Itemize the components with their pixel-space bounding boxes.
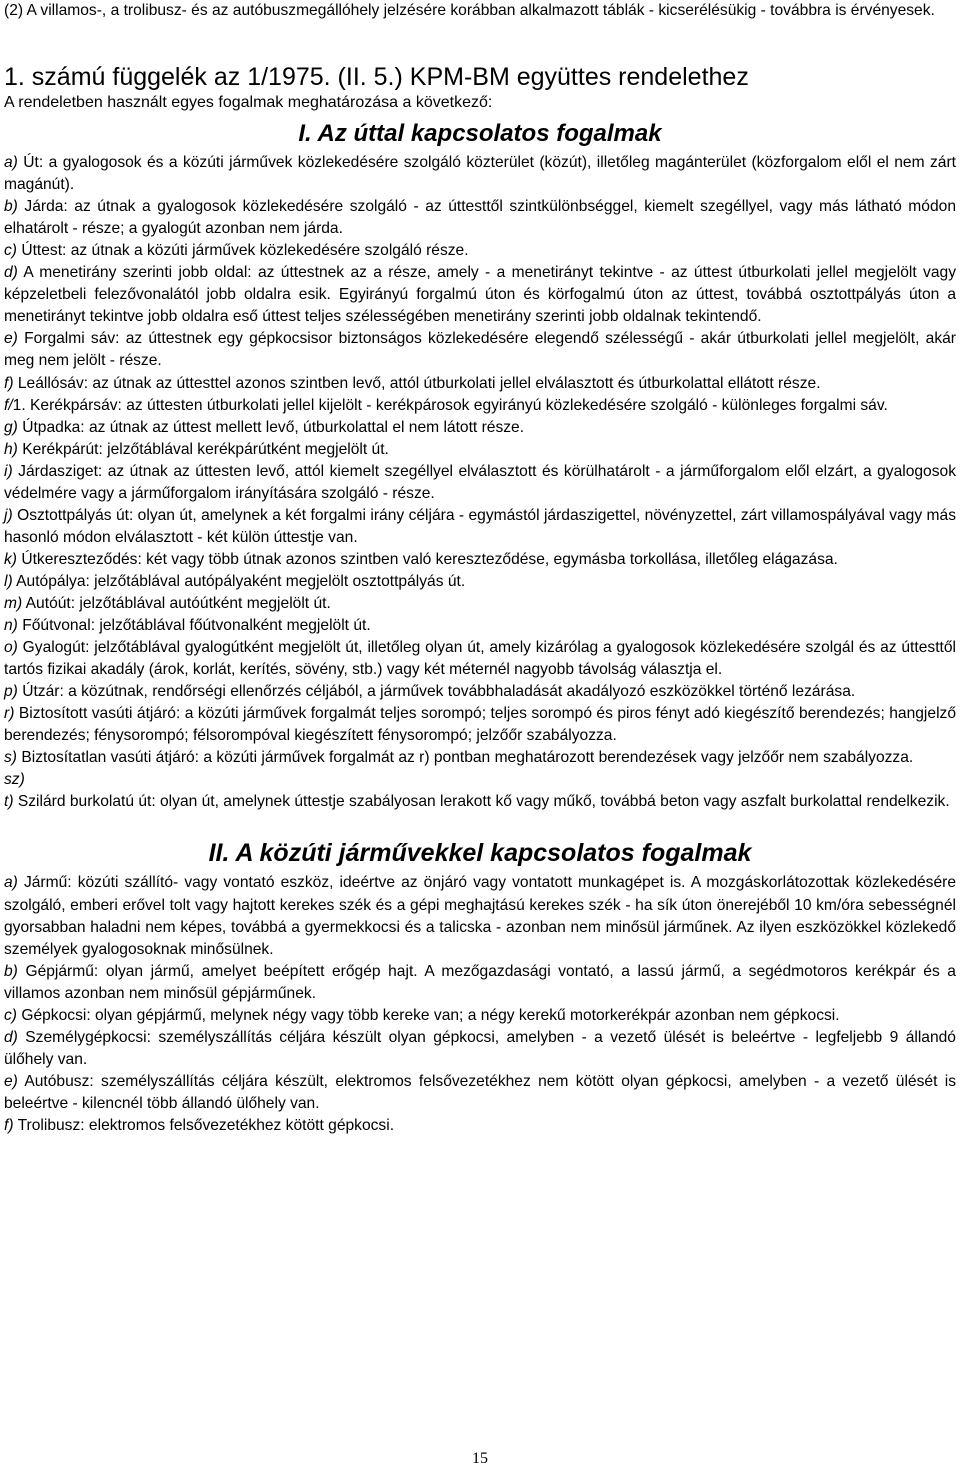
item-text: Személygépkocsi: személyszállítás céljára készült olyan gépkocsi, amelyben - a vezető ülését is beleértve - legfeljebb 9 állandó ülőhely van. — [4, 1028, 956, 1068]
item-text: Biztosítatlan vasúti átjáró: a közúti járművek forgalmát az r) pontban meghatározott berendezések vagy jelzőőr nem szabályozza. — [17, 749, 914, 767]
page-number: 15 — [472, 1450, 488, 1467]
item-label: c) — [4, 1006, 17, 1024]
item-label: t) — [4, 793, 14, 811]
definition-item — [4, 681, 956, 703]
appendix-title: 1. számú függelék az 1/1975. (II. 5.) KPM-BM együttes rendelethez — [4, 63, 749, 92]
item-label: h) — [4, 440, 18, 458]
item-text: Autóút: jelzőtáblával autóútként megjelölt út. — [22, 594, 331, 612]
item-text: Járdasziget: az útnak az úttesten levő, attól kiemelt szegéllyel elválasztott és körülhatárolt - a járműforgalom elől elzárt, a gyalogosok védelmére vagy a járműforgalom irányítására szolgáló - része. — [4, 462, 956, 502]
definition-item — [4, 747, 956, 769]
item-text: A menetirány szerinti jobb oldal: az úttestnek az a része, amely - a menetirányt tekintve - az úttest útburkolati jellel megjelölt vagy képzeletbeli felezővonalától jobb oldalra esik. Egyirányú forgalmú úton és körfogalmú úton az úttest, továbbá osztottpályás úton a menetirányt tekintve jobb oldalra eső úttest teljes szélességében menetirány szerinti jobb oldalnak tekintendő. — [4, 264, 956, 326]
definition-item — [4, 791, 956, 813]
item-label: e) — [4, 330, 18, 348]
item-label: p) — [4, 683, 18, 701]
item-text: Jármű: közúti szállító- vagy vontató eszköz, ideértve az önjáró vagy vontatott munkagépet is. A mozgáskorlátozottak közlekedésére szolgáló, emberi erővel tolt vagy hajtott kerekes szék és a gépi meghajtású kerekes szék - ha sík úton önerejéből 10 km/óra sebességnél gyorsabban haladni nem képes, továbbá a gyermekkocsi és a talicska - azonban nem minősül járműnek. Az ilyen eszközökkel közlekedő személyek gyalogosoknak minősülnek. — [4, 874, 956, 958]
item-text: 1. Kerékpársáv: az úttesten útburkolati jellel kijelölt - kerékpárosok egyirányú közlekedésére szolgáló - különleges forgalmi sáv. — [12, 396, 888, 414]
section-1-heading: I. Az úttal kapcsolatos fogalmak — [298, 120, 662, 148]
intro-paragraph: (2) A villamos-, a trolibusz- és az autóbuszmegállóhely jelzésére korábban alkalmazott táblák - kicserélésükig - továbbra is érvényesek. — [4, 2, 935, 19]
item-label: d) — [4, 264, 18, 282]
definition-item — [4, 262, 956, 328]
item-label: d) — [4, 1028, 18, 1046]
item-label: i) — [4, 462, 13, 480]
item-text: Útzár: a közútnak, rendőrségi ellenőrzés céljából, a járművek továbbhaladását akadályozó eszközökkel történő lezárása. — [17, 683, 856, 701]
item-text: Útkereszteződés: két vagy több útnak azonos szintben való kereszteződése, egymásba torkollása, illetőleg elágazása. — [17, 550, 838, 568]
item-text: Osztottpályás út: olyan út, amelynek a két forgalmi irány céljára - egymástól járdaszigettel, növényzettel, zárt villamospályával vagy más hasonló módon elválasztott - két külön úttestje van. — [4, 506, 956, 546]
item-label: c) — [4, 242, 17, 260]
definition-item — [4, 1115, 956, 1137]
item-label: m) — [4, 594, 23, 612]
definition-item — [4, 505, 956, 549]
definition-item — [4, 439, 956, 461]
item-label: j) — [4, 506, 13, 524]
item-text: Főútvonal: jelzőtáblával főútvonalként megjelölt út. — [17, 617, 371, 635]
item-text: Biztosított vasúti átjáró: a közúti járművek forgalmát teljes sorompó; teljes sorompó és piros fényt adó kiegészítő berendezés; hangjelző berendezés; fénysorompó; félsorompóval kiegészített fénysorompó; jelzőőr szabályozza. — [4, 705, 956, 745]
item-label: g) — [4, 418, 18, 436]
appendix-subtitle: A rendeletben használt egyes fogalmak meghatározása a következő: — [4, 94, 493, 112]
item-text: Gépkocsi: olyan gépjármű, melynek négy vagy több kereke van; a négy kerekű motorkerékpár azonban nem gépkocsi. — [17, 1006, 840, 1024]
definition-item — [4, 1027, 956, 1071]
definition-item — [4, 328, 956, 372]
definition-item — [4, 1005, 956, 1027]
item-label: s) — [4, 749, 17, 767]
item-label: f) — [4, 374, 14, 392]
definition-item — [4, 769, 956, 791]
definition-item — [4, 417, 956, 439]
item-label: k) — [4, 550, 17, 568]
item-label: e) — [4, 1072, 18, 1090]
item-label: a) — [4, 154, 18, 172]
section-2-heading: II. A közúti járművekkel kapcsolatos fogalmak — [208, 839, 752, 868]
item-label: f) — [4, 1116, 14, 1134]
definition-item — [4, 872, 956, 960]
item-text: Trolibusz: elektromos felsővezetékhez kötött gépkocsi. — [13, 1116, 395, 1134]
definition-item — [4, 240, 956, 262]
definition-item — [4, 395, 956, 417]
item-label: b) — [4, 198, 18, 216]
item-label: r) — [4, 705, 15, 723]
definition-item — [4, 373, 956, 395]
definition-item — [4, 196, 956, 240]
section-1-items — [4, 152, 956, 813]
item-text: Forgalmi sáv: az úttestnek egy gépkocsisor biztonságos közlekedésére elegendő szélességű - akár útburkolati jellel megjelölt, akár meg nem jelölt - része. — [4, 330, 956, 370]
definition-item — [4, 461, 956, 505]
item-text: Úttest: az útnak a közúti járművek közlekedésére szolgáló része. — [17, 242, 469, 260]
item-text: Leállósáv: az útnak az úttesttel azonos szintben levő, attól útburkolati jellel elválasztott és útburkolattal ellátott része. — [13, 374, 821, 392]
item-text: Szilárd burkolatú út: olyan út, amelynek úttestje szabályosan lerakott kő vagy műkő, továbbá beton vagy aszfalt burkolattal rendelkezik. — [13, 793, 950, 811]
item-text: Gyalogút: jelzőtáblával gyalogútként megjelölt út, illetőleg olyan út, amely kizárólag a gyalogosok közlekedésére szolgál és az úttesttől tartós fizikai akadály (árok, korlát, kerítés, sövény, stb.) vagy két méternél nagyobb távolság választja el. — [4, 639, 956, 679]
item-label: a) — [4, 874, 18, 892]
item-label: l) — [4, 572, 13, 590]
definition-item — [4, 615, 956, 637]
item-text: Gépjármű: olyan jármű, amelyet beépített erőgép hajt. A mezőgazdasági vontató, a lassú jármű, a segédmotoros kerékpár és a villamos azonban nem minősül gépjárműnek. — [4, 962, 956, 1002]
definition-item — [4, 637, 956, 681]
item-text: Autóbusz: személyszállítás céljára készült, elektromos felsővezetékhez nem kötött olyan gépkocsi, amelyben - a vezető ülését is beleértve - kilencnél több állandó ülőhely van. — [4, 1072, 956, 1112]
item-label: b) — [4, 962, 18, 980]
item-text: Út: a gyalogosok és a közúti járművek közlekedésére szolgáló közterület (közút), illetőleg magánterület (közforgalom elől el nem zárt magánút). — [4, 154, 956, 194]
item-label: f/ — [4, 396, 13, 414]
item-label: sz) — [4, 771, 25, 789]
definition-item — [4, 1071, 956, 1115]
definition-item — [4, 152, 956, 196]
definition-item — [4, 961, 956, 1005]
item-label: o) — [4, 639, 18, 657]
definition-item — [4, 571, 956, 593]
definition-item — [4, 593, 956, 615]
section-2-items — [4, 872, 956, 1137]
item-label: n) — [4, 617, 18, 635]
item-text: Autópálya: jelzőtáblával autópályaként megjelölt osztottpályás út. — [12, 572, 466, 590]
item-text: Járda: az útnak a gyalogosok közlekedésére szolgáló - az úttesttől szintkülönbséggel, kiemelt szegéllyel, vagy más látható módon elhatárolt - része; a gyalogút azonban nem járda. — [4, 198, 956, 238]
item-text: Útpadka: az útnak az úttest mellett levő, útburkolattal el nem látott része. — [17, 418, 525, 436]
item-text: Kerékpárút: jelzőtáblával kerékpárútként megjelölt út. — [17, 440, 389, 458]
definition-item — [4, 549, 956, 571]
definition-item — [4, 703, 956, 747]
